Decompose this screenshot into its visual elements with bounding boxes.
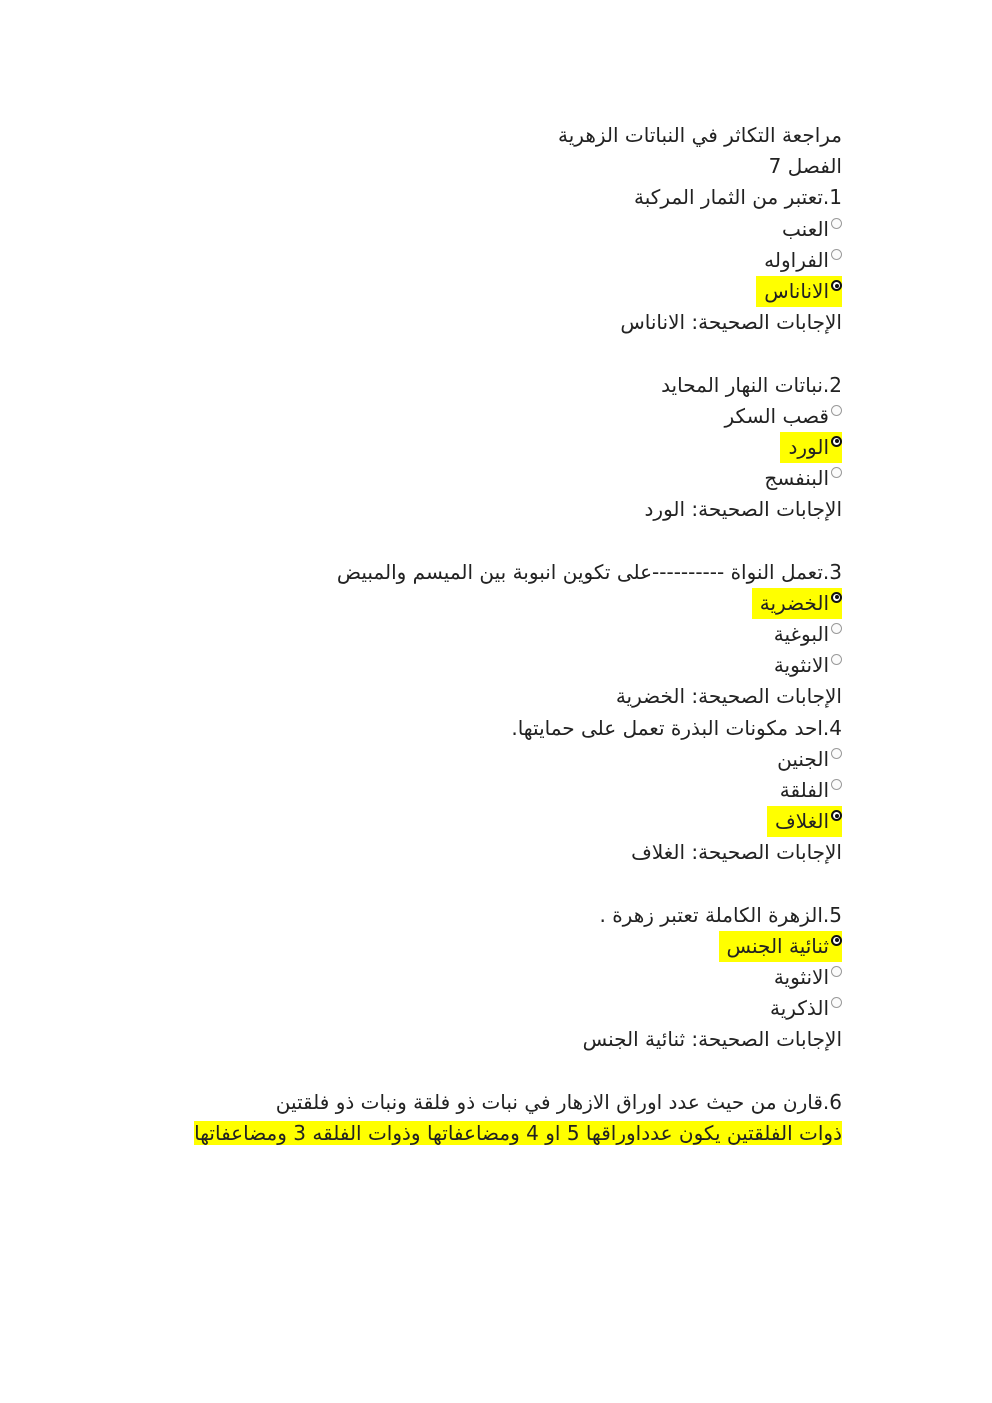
radio-selected-icon[interactable] (831, 592, 842, 603)
question-3-option-3[interactable] (150, 650, 842, 681)
radio-selected-icon[interactable] (831, 436, 842, 447)
question-2-option-3[interactable] (150, 463, 842, 494)
option-label: الجنين (777, 746, 829, 771)
option-label: قصب السكر (724, 403, 829, 428)
page-title: مراجعة التكاثر في النباتات الزهرية (558, 123, 842, 147)
question-5-option-1-selected[interactable] (150, 931, 842, 962)
spacer (150, 525, 842, 556)
question-1-option-3-selected[interactable] (150, 276, 842, 307)
question-2-correct-answer: الإجابات الصحيحة: الورد (644, 497, 842, 522)
question-5-text: 5.الزهرة الكاملة تعتبر زهرة . (599, 902, 842, 927)
question-1-correct-answer: الإجابات الصحيحة: الاناناس (620, 310, 842, 335)
question-1-option-2[interactable] (150, 245, 842, 276)
option-label: الغلاف (775, 809, 829, 834)
highlighted-answer-text: ذوات الفلقتين يكون عدداوراقها 5 او 4 ومضاعفاتها وذوات الفلقه 3 ومضاعفاتها (194, 1121, 842, 1145)
question-3-correct-answer: الإجابات الصحيحة: الخضرية (615, 684, 842, 709)
question-2-option-2-selected[interactable] (150, 432, 842, 463)
option-label: الفلقة (779, 777, 829, 802)
question-4-option-1[interactable] (150, 744, 842, 775)
question-4-option-3-selected[interactable] (150, 806, 842, 837)
radio-selected-icon[interactable] (831, 810, 842, 821)
option-label: البوغية (773, 622, 829, 646)
option-label: البنفسج (764, 466, 829, 491)
spacer (150, 1056, 842, 1087)
radio-icon[interactable] (831, 218, 842, 229)
question-5-correct-answer: الإجابات الصحيحة: ثنائية الجنس (582, 1027, 842, 1052)
option-label: الخضرية (759, 590, 829, 615)
radio-icon[interactable] (831, 467, 842, 478)
option-label: الذكرية (770, 996, 829, 1021)
question-3-option-2[interactable] (150, 619, 842, 650)
quiz-review (150, 120, 842, 1149)
radio-icon[interactable] (831, 779, 842, 790)
question-1-text: 1.تعتبر من الثمار المركبة (634, 185, 842, 210)
option-label: الورد (788, 434, 829, 459)
spacer (150, 869, 842, 900)
chapter-label: الفصل 7 (768, 154, 842, 179)
question-1-option-1[interactable] (150, 214, 842, 245)
option-label: الفراوله (764, 247, 829, 272)
radio-icon[interactable] (831, 748, 842, 759)
question-4-text: 4.احد مكونات البذرة تعمل على حمايتها. (511, 715, 842, 740)
radio-icon[interactable] (831, 405, 842, 416)
radio-selected-icon[interactable] (831, 935, 842, 946)
option-label: الانثوية (773, 965, 829, 990)
radio-icon[interactable] (831, 623, 842, 634)
option-label: الاناناس (764, 278, 829, 303)
radio-icon[interactable] (831, 966, 842, 977)
option-label: العنب (782, 216, 829, 241)
question-3-option-1-selected[interactable] (150, 588, 842, 619)
radio-icon[interactable] (831, 249, 842, 260)
question-6-text: 6.قارن من حيث عدد اوراق الازهار في نبات ذو فلقة ونبات ذو فلقتين (275, 1089, 842, 1114)
question-2-text: 2.نباتات النهار المحايد (661, 372, 842, 397)
question-4-option-2[interactable] (150, 775, 842, 806)
spacer (150, 338, 842, 369)
radio-icon[interactable] (831, 997, 842, 1008)
question-4-correct-answer: الإجابات الصحيحة: الغلاف (631, 840, 842, 865)
radio-icon[interactable] (831, 654, 842, 665)
option-label: ثنائية الجنس (726, 933, 829, 958)
option-label: الانثوية (773, 653, 829, 678)
question-3-text: 3.تعمل النواة ----------على تكوين انبوبة بين الميسم والمبيض (336, 559, 842, 584)
question-2-option-1[interactable] (150, 401, 842, 432)
radio-selected-icon[interactable] (831, 280, 842, 291)
question-6-answer (150, 1118, 842, 1149)
question-5-option-3[interactable] (150, 993, 842, 1024)
question-5-option-2[interactable] (150, 962, 842, 993)
